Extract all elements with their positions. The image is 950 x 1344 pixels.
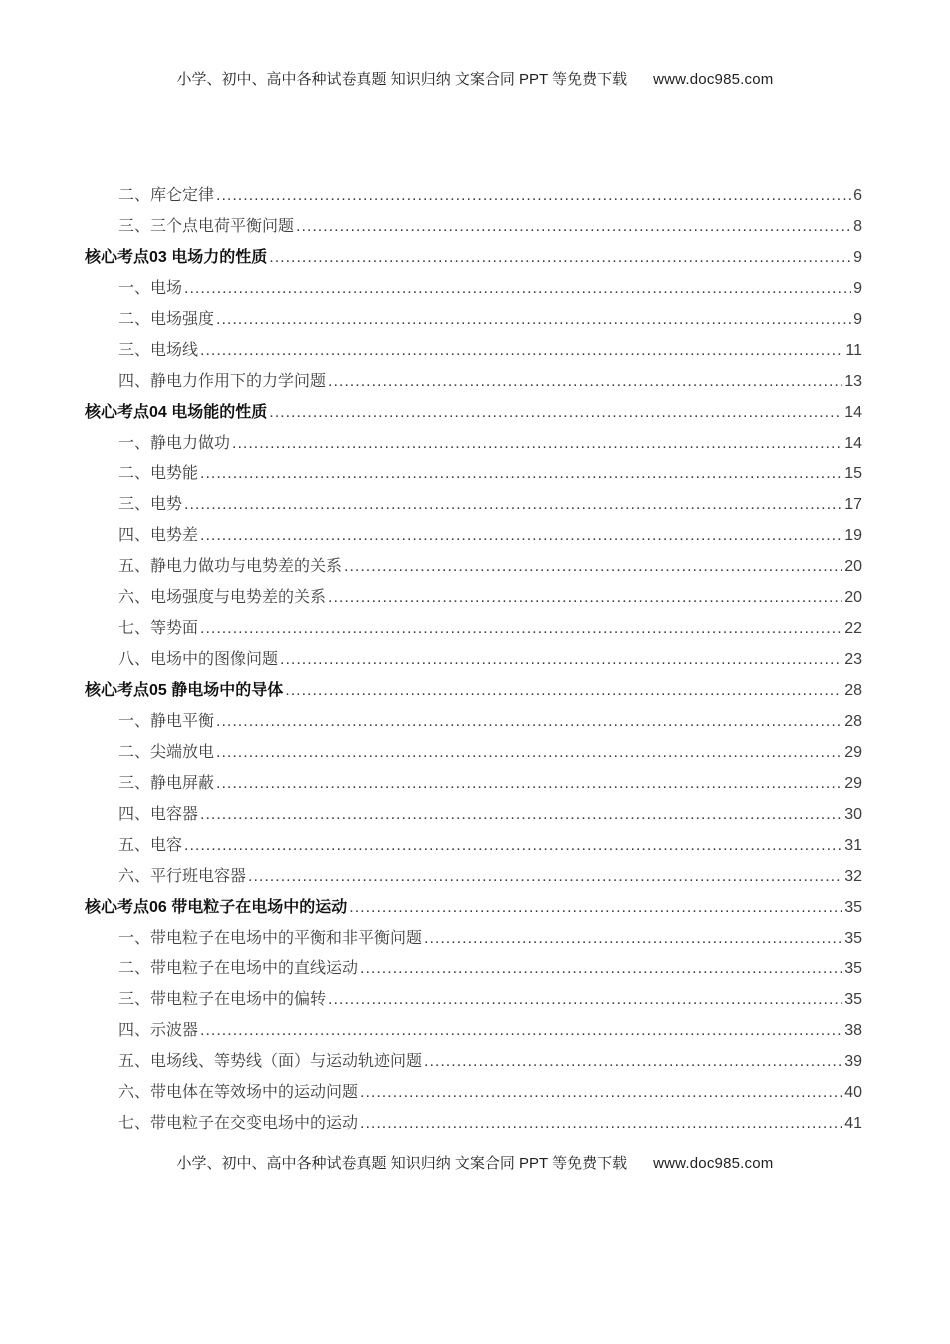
- toc-page-number: 35: [844, 991, 862, 1009]
- toc-page-number: 41: [844, 1115, 862, 1133]
- toc-page-number: 9: [853, 279, 862, 297]
- toc-item-row[interactable]: [85, 1016, 862, 1047]
- toc-dot-leader: [248, 862, 842, 893]
- toc-page-number: 28: [844, 712, 862, 730]
- toc-page-number: 17: [844, 496, 862, 514]
- toc-dot-leader: [296, 212, 851, 243]
- toc-entry-label: 核心考点06 带电粒子在电场中的运动: [85, 898, 348, 916]
- toc-page-number: 29: [844, 743, 862, 761]
- toc-entry-label: 一、静电平衡: [118, 712, 215, 730]
- toc-page-number: 40: [844, 1084, 862, 1102]
- toc-dot-leader: [184, 274, 851, 305]
- toc-item-row[interactable]: [85, 181, 862, 212]
- toc-item-row[interactable]: [85, 862, 862, 893]
- toc-entry-label: 六、电场强度与电势差的关系: [118, 589, 327, 607]
- footer-site-link[interactable]: www.doc985.com: [653, 1155, 774, 1172]
- toc-entry-label: 二、电场强度: [118, 310, 215, 328]
- toc-page-number: 39: [844, 1053, 862, 1071]
- toc-entry-label: 四、电容器: [118, 805, 199, 823]
- toc-page-number: 20: [844, 558, 862, 576]
- toc-page-number: 35: [844, 898, 862, 916]
- toc-page-number: 9: [853, 248, 862, 266]
- toc-page-number: 8: [853, 217, 862, 235]
- toc-dot-leader: [232, 429, 842, 460]
- toc-entry-label: 六、平行班电容器: [118, 867, 247, 885]
- toc-page-number: 35: [844, 929, 862, 947]
- toc-dot-leader: [184, 490, 842, 521]
- toc-dot-leader: [184, 831, 842, 862]
- toc-entry-label: 三、电势: [118, 496, 183, 514]
- toc-dot-leader: [360, 1078, 842, 1109]
- toc-page-number: 14: [844, 403, 862, 421]
- toc-entry-label: 二、电势能: [118, 465, 199, 483]
- toc-dot-leader: [200, 336, 843, 367]
- toc-page-number: 35: [844, 960, 862, 978]
- toc-item-row[interactable]: [85, 305, 862, 336]
- toc-heading-row[interactable]: [85, 398, 862, 429]
- toc-entry-label: 一、静电力做功: [118, 434, 231, 452]
- toc-item-row[interactable]: [85, 367, 862, 398]
- toc-page-number: 30: [844, 805, 862, 823]
- toc-page-number: 6: [853, 187, 862, 204]
- toc-dot-leader: [280, 645, 842, 676]
- footer-promo-text: 小学、初中、高中各种试卷真题 知识归纳 文案合同 PPT 等免费下载: [176, 1155, 628, 1172]
- toc-dot-leader: [328, 985, 842, 1016]
- toc-item-row[interactable]: [85, 954, 862, 985]
- toc-dot-leader: [200, 1016, 842, 1047]
- toc-page-number: 14: [844, 434, 862, 452]
- toc-dot-leader: [349, 893, 842, 924]
- toc-page-number: 19: [844, 527, 862, 545]
- toc-dot-leader: [269, 243, 851, 274]
- toc-dot-leader: [360, 954, 842, 985]
- toc-entry-label: 五、静电力做功与电势差的关系: [118, 558, 343, 576]
- toc-entry-label: 四、电势差: [118, 527, 199, 545]
- toc-item-row[interactable]: [85, 583, 862, 614]
- toc-page-number: 32: [844, 867, 862, 885]
- toc-dot-leader: [424, 924, 842, 955]
- toc-dot-leader: [216, 738, 842, 769]
- toc-entry-label: 核心考点04 电场能的性质: [85, 403, 268, 421]
- toc-page-number: 13: [844, 372, 862, 390]
- toc-heading-row[interactable]: [85, 676, 862, 707]
- toc-item-row[interactable]: [85, 459, 862, 490]
- toc-item-row[interactable]: [85, 212, 862, 243]
- header-promo-text: 小学、初中、高中各种试卷真题 知识归纳 文案合同 PPT 等免费下载: [176, 71, 628, 88]
- toc-dot-leader: [328, 583, 842, 614]
- toc-page-number: 38: [844, 1022, 862, 1040]
- toc-dot-leader: [360, 1109, 842, 1140]
- page-footer: [0, 1152, 950, 1173]
- toc-item-row[interactable]: [85, 1078, 862, 1109]
- toc-dot-leader: [200, 800, 842, 831]
- toc-item-row[interactable]: [85, 924, 862, 955]
- toc-entry-label: 三、带电粒子在电场中的偏转: [118, 991, 327, 1009]
- toc-dot-leader: [344, 552, 842, 583]
- toc-page-number: 31: [844, 836, 862, 854]
- toc-page-number: 28: [844, 682, 862, 699]
- toc-entry-label: 核心考点05 静电场中的导体: [85, 682, 284, 699]
- toc-entry-label: 三、三个点电荷平衡问题: [118, 217, 295, 235]
- toc-entry-label: 六、带电体在等效场中的运动问题: [118, 1084, 359, 1102]
- toc-entry-label: 七、带电粒子在交变电场中的运动: [118, 1115, 359, 1133]
- header-site-link[interactable]: www.doc985.com: [653, 71, 774, 88]
- toc-page-number: 9: [853, 310, 862, 328]
- toc-dot-leader: [216, 769, 842, 800]
- toc-entry-label: 二、库仑定律: [118, 187, 215, 204]
- toc-page-number: 20: [844, 589, 862, 607]
- toc-entry-label: 四、示波器: [118, 1022, 199, 1040]
- toc-dot-leader: [269, 398, 842, 429]
- toc-item-row[interactable]: [85, 645, 862, 676]
- page-header: [0, 68, 950, 89]
- toc-item-row[interactable]: [85, 1047, 862, 1078]
- toc-entry-label: 三、静电屏蔽: [118, 774, 215, 792]
- toc-entry-label: 二、尖端放电: [118, 743, 215, 761]
- toc-entry-label: 核心考点03 电场力的性质: [85, 248, 268, 266]
- toc-item-row[interactable]: [85, 552, 862, 583]
- toc-item-row[interactable]: [85, 800, 862, 831]
- toc-page-number: 29: [844, 774, 862, 792]
- toc-entry-label: 八、电场中的图像问题: [118, 651, 279, 669]
- toc-entry-label: 二、带电粒子在电场中的直线运动: [118, 960, 359, 978]
- toc-dot-leader: [216, 181, 851, 212]
- toc-list: [85, 181, 862, 1140]
- toc-entry-label: 一、带电粒子在电场中的平衡和非平衡问题: [118, 929, 423, 947]
- toc-item-row[interactable]: [85, 336, 862, 367]
- toc-page-number: 15: [844, 465, 862, 483]
- toc-item-row[interactable]: [85, 614, 862, 645]
- toc-dot-leader: [200, 614, 842, 645]
- toc-item-row[interactable]: [85, 521, 862, 552]
- toc-heading-row[interactable]: [85, 893, 862, 924]
- toc-page-number: 23: [844, 651, 862, 669]
- toc-item-row[interactable]: [85, 769, 862, 800]
- toc-entry-label: 四、静电力作用下的力学问题: [118, 372, 327, 390]
- toc-entry-label: 五、电容: [118, 836, 183, 854]
- toc-page-number: 11: [845, 341, 862, 359]
- toc-dot-leader: [216, 305, 851, 336]
- toc-entry-label: 三、电场线: [118, 341, 199, 359]
- toc-entry-label: 五、电场线、等势线（面）与运动轨迹问题: [118, 1053, 423, 1071]
- toc-item-row[interactable]: [85, 831, 862, 862]
- toc-item-row[interactable]: [85, 707, 862, 738]
- toc-item-row[interactable]: [85, 429, 862, 460]
- toc-entry-label: 七、等势面: [118, 620, 199, 638]
- toc-entry-label: 一、电场: [118, 279, 183, 297]
- toc-dot-leader: [216, 707, 842, 738]
- toc-item-row[interactable]: [85, 274, 862, 305]
- toc-dot-leader: [200, 459, 842, 490]
- toc-dot-leader: [328, 367, 842, 398]
- toc-dot-leader: [424, 1047, 842, 1078]
- toc-heading-row[interactable]: [85, 243, 862, 274]
- toc-page-number: 22: [844, 620, 862, 638]
- toc-item-row[interactable]: [85, 985, 862, 1016]
- toc-dot-leader: [285, 676, 842, 707]
- toc-item-row[interactable]: [85, 1109, 862, 1140]
- toc-item-row[interactable]: [85, 490, 862, 521]
- toc-dot-leader: [200, 521, 842, 552]
- toc-item-row[interactable]: [85, 738, 862, 769]
